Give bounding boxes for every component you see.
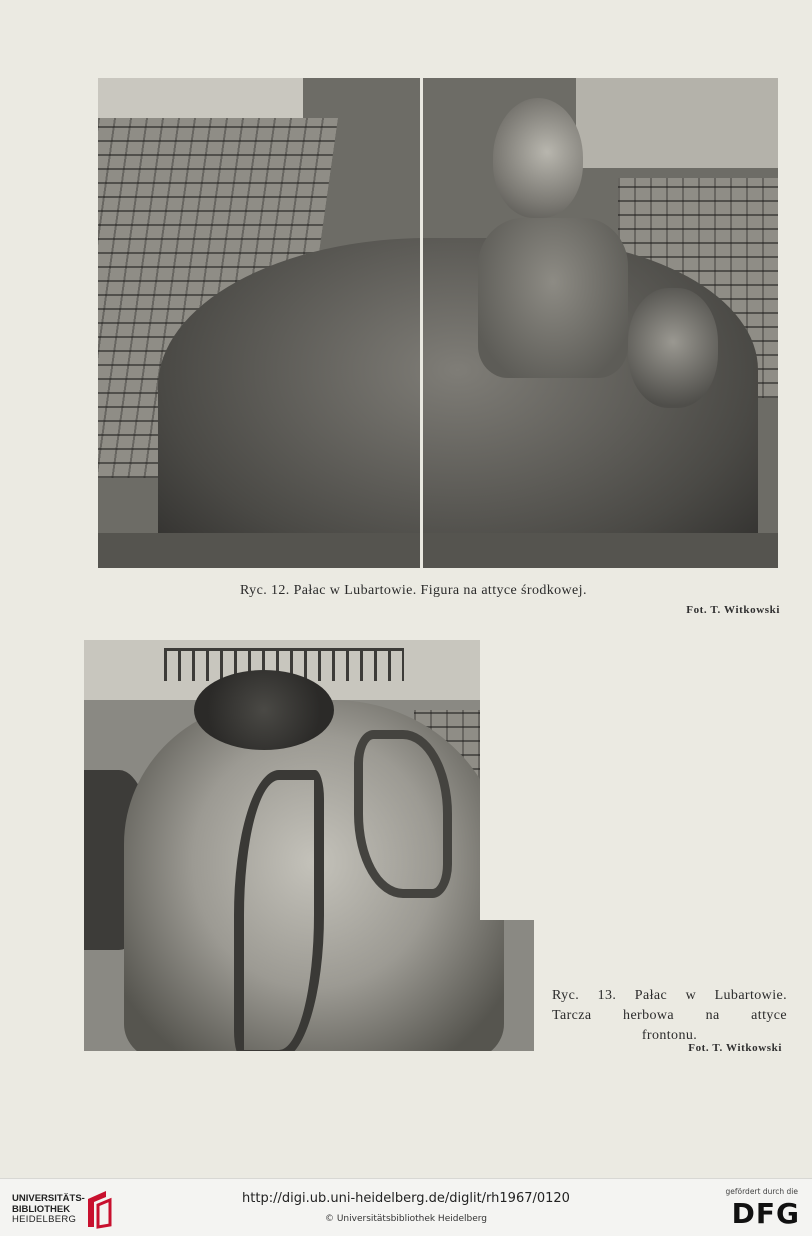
photo-seam <box>420 78 423 568</box>
shield-crest-ornament <box>194 670 334 750</box>
caption-line: Ryc. 13. Pałac w Lubartowie. <box>552 988 787 1003</box>
sponsor-note: gefördert durch die <box>725 1187 798 1196</box>
rococo-scroll <box>354 730 452 898</box>
digitization-footer <box>0 1178 812 1236</box>
sculpture-mask-shield <box>628 288 718 408</box>
rococo-scroll <box>234 770 324 1051</box>
copyright-notice: © Universitätsbibliothek Heidelberg <box>324 1214 487 1224</box>
figure-13-caption <box>552 986 787 1046</box>
permalink-url[interactable]: http://digi.ub.uni-heidelberg.de/diglit/rh1967/0120 <box>242 1191 570 1206</box>
attic-base <box>98 533 778 568</box>
photo-figure-13-coat-of-arms <box>84 640 534 1051</box>
sculpture-head <box>493 98 583 218</box>
figure-13-credit: Fot. T. Witkowski <box>688 1042 782 1054</box>
figure-12-caption: Ryc. 12. Pałac w Lubartowie. Figura na attyce środkowej. <box>240 583 587 598</box>
dfg-logo: DFG <box>731 1197 800 1230</box>
library-name: UNIVERSITÄTS- BIBLIOTHEK HEIDELBERG <box>12 1193 85 1225</box>
caption-line: Tarcza herbowa na attyce <box>552 1008 787 1023</box>
figure-12-credit: Fot. T. Witkowski <box>686 604 780 616</box>
sculpture-torso <box>478 218 628 378</box>
caption-line: frontonu. <box>641 1028 698 1043</box>
photo-figure-12-attic-sculpture <box>98 78 778 568</box>
